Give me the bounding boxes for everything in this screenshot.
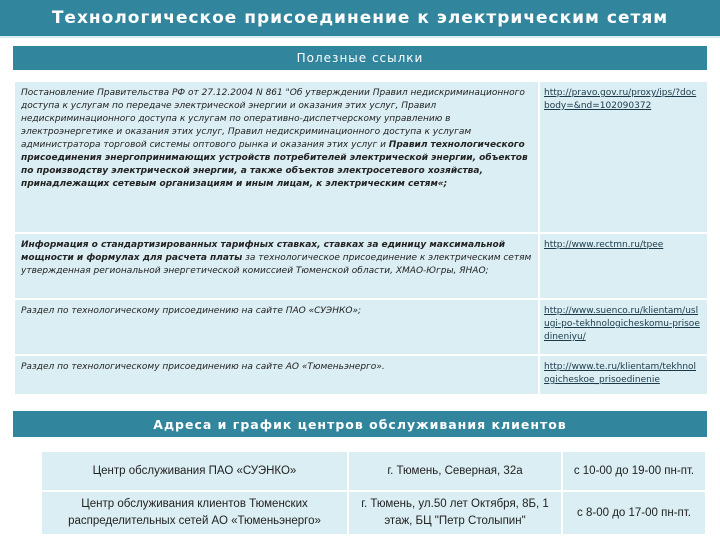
page-title: Технологическое присоединение к электрическим сетям [0,0,720,38]
description-text: Постановление Правительства РФ от 27.12.2004 N 861 "Об утверждении Правил недискриминационного доступа к услугам по передаче электрической энергии и оказания этих услуг, Правил недискриминационного доступа к услугам по оперативно-диспетчерскому управлению в электроэнергетике и оказания этих услуг, Правил недискриминационного доступа к услугам администратора торговой системы оптового рынка и оказания этих услуг и [21,88,525,150]
pravo-link[interactable]: http://pravo.gov.ru/proxy/ips/?docbody=&nd=102090372 [544,88,697,111]
description-text: за технологическое присоединение к электрическим сетям утвержденная региональной энергетической комиссией Тюменской области, ХМАО-Югры, ЯНАО; [21,253,532,276]
link-description [14,233,539,299]
te-link[interactable]: http://www.te.ru/klientam/tekhnologicheskoe_prisoedinenie [544,362,697,385]
center-schedule: с 10-00 до 19-00 пн-пт. [562,451,706,491]
rectmn-link[interactable]: http://www.rectmn.ru/tpee [544,240,664,250]
center-name: Центр обслуживания ПАО «СУЭНКО» [41,451,348,491]
link-cell [539,233,708,299]
table-row [14,81,708,233]
description-text: Раздел по технологическому присоединению на сайте АО «Тюменьэнерго». [21,362,385,372]
table-row [14,299,708,355]
table-row [14,233,708,299]
table-row [41,491,706,535]
link-cell [539,81,708,233]
service-centers-table [40,450,707,536]
suenco-link[interactable]: http://www.suenco.ru/klientam/uslugi-po-tekhnologicheskomu-prisoedineniyu/ [544,306,700,342]
link-description [14,81,539,233]
table-row [14,355,708,395]
table-row [41,451,706,491]
link-description [14,299,539,355]
link-description [14,355,539,395]
useful-links-heading: Полезные ссылки [13,46,707,70]
description-bold-text: Правил технологического присоединения энергопринимающих устройств потребителей электрической энергии, объектов по производству электрической энергии, а также объектов электросетевого хозяйства, принадлежащих сетевым организациям и иным лицам, к электрическим сетям«; [21,140,528,189]
description-text: Раздел по технологическому присоединению на сайте ПАО «СУЭНКО»; [21,306,362,316]
useful-links-table [13,80,709,396]
center-name: Центр обслуживания клиентов Тюменских распределительных сетей АО «Тюменьэнерго» [41,491,348,535]
service-centers-heading: Адреса и график центров обслуживания клиентов [13,411,707,437]
link-cell [539,299,708,355]
center-address: г. Тюмень, Северная, 32а [348,451,562,491]
link-cell [539,355,708,395]
center-schedule: с 8-00 до 17-00 пн-пт. [562,491,706,535]
description-bold-text: Информация о стандартизированных тарифных ставках, ставках за единицу максимальной мощности и формулах для расчета платы [21,240,506,263]
center-address: г. Тюмень, ул.50 лет Октября, 8Б, 1 этаж, БЦ "Петр Столыпин" [348,491,562,535]
